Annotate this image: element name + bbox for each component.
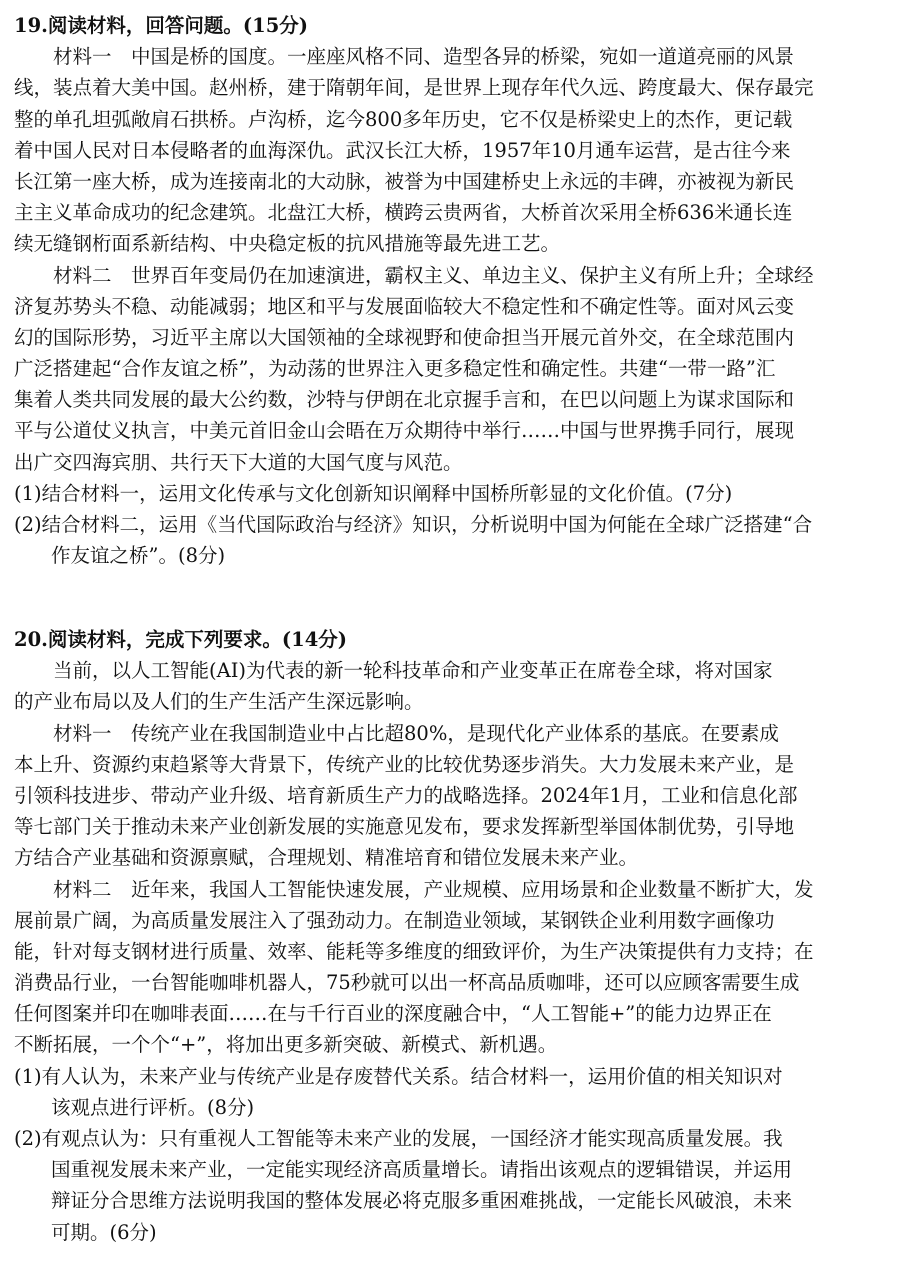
q20-material-2-line: 消费品行业，一台智能咖啡机器人，75秒就可以出一杯高品质咖啡，还可以应顾客需要生成 — [14, 971, 800, 995]
q20-material-2-line: 材料二 近年来，我国人工智能快速发展，产业规模、应用场景和企业数量不断扩大，发 — [53, 877, 814, 901]
question-20 — [14, 624, 886, 1248]
q20-material-1-line: 材料一 传统产业在我国制造业中占比超80%，是现代化产业体系的基底。在要素成 — [53, 721, 779, 745]
q19-material-1-line: 材料一 中国是桥的国度。一座座风格不同、造型各异的桥梁，宛如一道道亮丽的风景 — [53, 45, 795, 69]
q19-material-1-line: 主主义革命成功的纪念建筑。北盘江大桥，横跨云贵两省，大桥首次采用全桥636米通长连 — [14, 201, 793, 225]
q19-subquestion-2: (2)结合材料二，运用《当代国际政治与经济》知识，分析说明中国为何能在全球广泛搭建“合 — [14, 513, 813, 536]
q20-material-2-line: 能，针对每支钢材进行质量、效率、能耗等多维度的细致评价，为生产决策提供有力支持；在 — [14, 939, 814, 963]
q20-intro-line: 的产业布局以及人们的生产生活产生深远影响。 — [14, 690, 424, 714]
q20-material-2-line: 不断拓展，一个个“+”，将加出更多新突破、新模式、新机遇。 — [14, 1033, 558, 1057]
q19-material-1-line: 线，装点着大美中国。赵州桥，建于隋朝年间，是世界上现存年代久远、跨度最大、保存最完 — [14, 76, 814, 100]
q19-subquestion-2-cont: 作友谊之桥”。(8分) — [51, 544, 226, 568]
q19-material-2-line: 济复苏势头不稳、动能减弱；地区和平与发展面临较大不稳定性和不确定性等。面对风云变 — [14, 294, 795, 318]
q20-subquestion-2: (2)有观点认为：只有重视人工智能等未来产业的发展，一国经济才能实现高质量发展。我 — [14, 1127, 783, 1150]
q19-material-2-line: 集着人类共同发展的最大公约数，沙特与伊朗在北京握手言和，在巴以问题上为谋求国际和 — [14, 388, 795, 412]
q20-subquestion-2-cont: 辩证分合思维方法说明我国的整体发展必将克服多重困难挑战，一定能长风破浪，未来 — [51, 1189, 793, 1213]
q20-material-1-line: 本上升、资源约束趋紧等大背景下，传统产业的比较优势逐步消失。大力发展未来产业，是 — [14, 752, 795, 776]
q19-material-1-line: 续无缝钢桁面系新结构、中央稳定板的抗风措施等最先进工艺。 — [14, 232, 561, 256]
q20-subquestion-1: (1)有人认为，未来产业与传统产业是存废替代关系。结合材料一，运用价值的相关知识对 — [14, 1064, 783, 1088]
q19-material-2-line: 幻的国际形势，习近平主席以大国领袖的全球视野和使命担当开展元首外交，在全球范围内 — [14, 325, 795, 349]
q19-material-2-line: 出广交四海宾朋、共行天下大道的大国气度与风范。 — [14, 450, 463, 474]
question-20-heading: 20.阅读材料，完成下列要求。(14分) — [14, 628, 348, 651]
q20-intro-line: 当前，以人工智能(AI)为代表的新一轮科技革命和产业变革正在席卷全球，将对国家 — [53, 659, 773, 683]
q19-material-2-line: 广泛搭建起“合作友谊之桥”，为动荡的世界注入更多稳定性和确定性。共建“一带一路”汇 — [14, 357, 776, 381]
q19-material-1-line: 长江第一座大桥，成为连接南北的大动脉，被誉为中国建桥史上永远的丰碑，亦被视为新民 — [14, 169, 795, 193]
q19-subquestion-1: (1)结合材料一，运用文化传承与文化创新知识阐释中国桥所彰显的文化价值。(7分) — [14, 481, 733, 505]
q20-material-2-line: 任何图案并印在咖啡表面……在与千行百业的深度融合中，“人工智能+”的能力边界正在 — [14, 1002, 772, 1026]
q20-material-1-line: 方结合产业基础和资源禀赋，合理规划、精准培育和错位发展未来产业。 — [14, 846, 639, 870]
q19-material-2-line: 平与公道仗义执言，中美元首旧金山会晤在万众期待中举行……中国与世界携手同行，展现 — [14, 419, 795, 443]
q19-material-1-line: 整的单孔坦弧敞肩石拱桥。卢沟桥，迄今800多年历史，它不仅是桥梁史上的杰作，更记载 — [14, 107, 793, 131]
q20-material-1-line: 引领科技进步、带动产业升级、培育新质生产力的战略选择。2024年1月，工业和信息化部 — [14, 783, 798, 807]
q20-subquestion-2-cont: 国重视发展未来产业，一定能实现经济高质量增长。请指出该观点的逻辑错误，并运用 — [51, 1158, 793, 1182]
question-19-heading: 19.阅读材料，回答问题。(15分) — [14, 14, 309, 37]
q19-material-2-line: 材料二 世界百年变局仍在加速演进，霸权主义、单边主义、保护主义有所上升；全球经 — [53, 263, 814, 287]
q20-material-2-line: 展前景广阔，为高质量发展注入了强劲动力。在制造业领域，某钢铁企业利用数字画像功 — [14, 908, 775, 932]
q20-material-1-line: 等七部门关于推动未来产业创新发展的实施意见发布，要求发挥新型举国体制优势，引导地 — [14, 815, 795, 839]
q20-subquestion-2-cont: 可期。(6分) — [51, 1220, 157, 1244]
question-19 — [14, 10, 886, 571]
q20-subquestion-1-cont: 该观点进行评析。(8分) — [51, 1095, 255, 1119]
q19-material-1-line: 着中国人民对日本侵略者的血海深仇。武汉长江大桥，1957年10月通车运营，是古往今来 — [14, 138, 791, 162]
